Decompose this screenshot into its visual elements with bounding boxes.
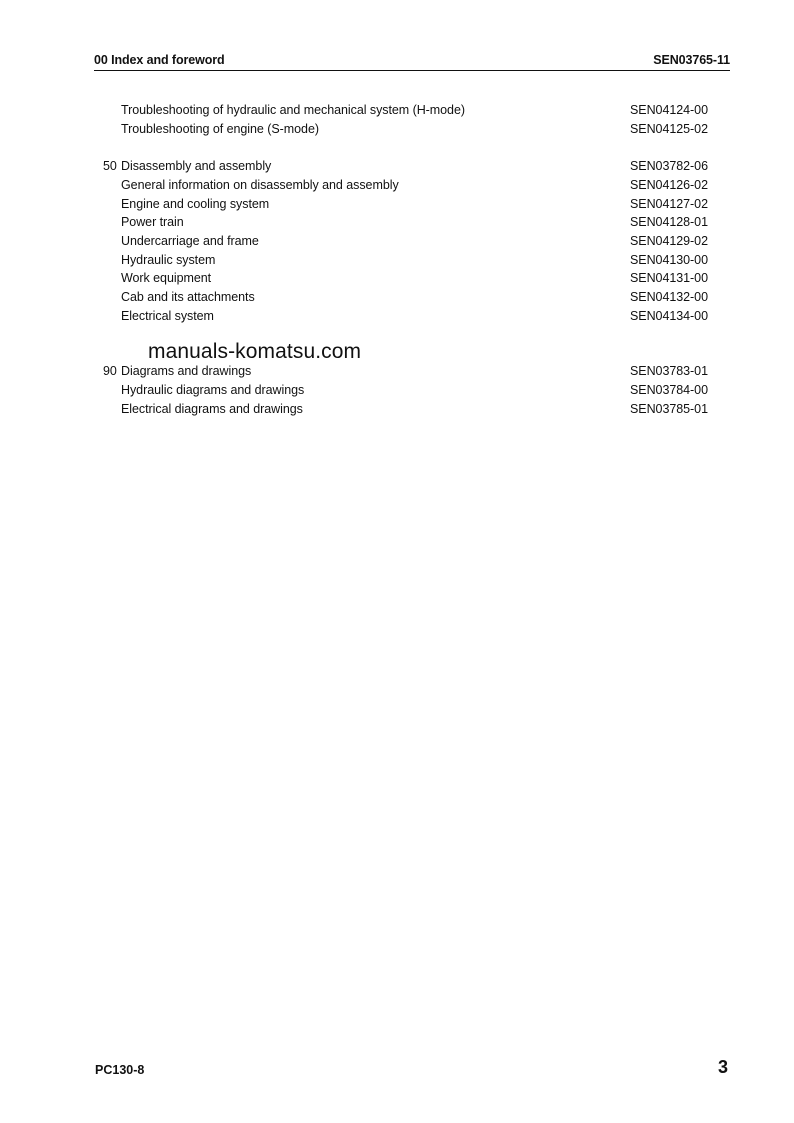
toc-item-code: SEN04127-02 [630,197,708,211]
page-header [94,52,730,70]
toc-item [0,251,794,269]
toc-item [0,381,794,399]
toc-item-title: Troubleshooting of engine (S-mode) [121,122,319,136]
toc-item-code: SEN04130-00 [630,253,708,267]
toc-item-code: SEN03784-00 [630,383,708,397]
toc-item-title: Engine and cooling system [121,197,270,211]
toc-item [0,288,794,306]
toc-item [0,176,794,194]
toc-item-title: Hydraulic system [121,253,216,267]
toc-item-title: Undercarriage and frame [121,234,259,248]
toc-item [0,195,794,213]
toc-item-code: SEN04126-02 [630,178,708,192]
toc-item-title: Cab and its attachments [121,290,255,304]
model-number: PC130-8 [95,1063,145,1077]
watermark-text: manuals-komatsu.com [148,340,362,363]
toc-section-title: Disassembly and assembly [121,159,272,173]
toc-section-title: Diagrams and drawings [121,364,252,378]
toc-item-title: Electrical diagrams and drawings [121,402,303,416]
toc-item-code: SEN04128-01 [630,215,708,229]
header-divider [94,70,730,71]
toc-item [0,269,794,287]
toc-item-title: General information on disassembly and assembly [121,178,399,192]
toc-item [0,213,794,231]
toc-item [0,400,794,418]
toc-item-title: Hydraulic diagrams and drawings [121,383,305,397]
toc-item-code: SEN04134-00 [630,309,708,323]
toc-item-code: SEN03785-01 [630,402,708,416]
toc-item-code: SEN04125-02 [630,122,708,136]
toc-section-number: 90 [103,364,117,378]
toc-item-title: Power train [121,215,184,229]
toc-item-code: SEN04129-02 [630,234,708,248]
toc-section [0,157,794,175]
toc-item-title: Electrical system [121,309,214,323]
toc-item-code: SEN04132-00 [630,290,708,304]
section-title: 00 Index and foreword [94,53,225,67]
toc-item-title: Troubleshooting of hydraulic and mechanical system (H-mode) [121,103,465,117]
toc-item-title: Work equipment [121,271,212,285]
toc-item-code: SEN04124-00 [630,103,708,117]
toc-item [0,101,794,119]
toc-section-code: SEN03782-06 [630,159,708,173]
page-number: 3 [717,1057,728,1077]
toc-item [0,120,794,138]
document-code: SEN03765-11 [653,53,730,67]
toc-section-code: SEN03783-01 [630,364,708,378]
toc-item-code: SEN04131-00 [630,271,708,285]
toc-item [0,232,794,250]
toc-section-number: 50 [103,159,117,173]
toc-item [0,307,794,325]
toc-section [0,362,794,380]
